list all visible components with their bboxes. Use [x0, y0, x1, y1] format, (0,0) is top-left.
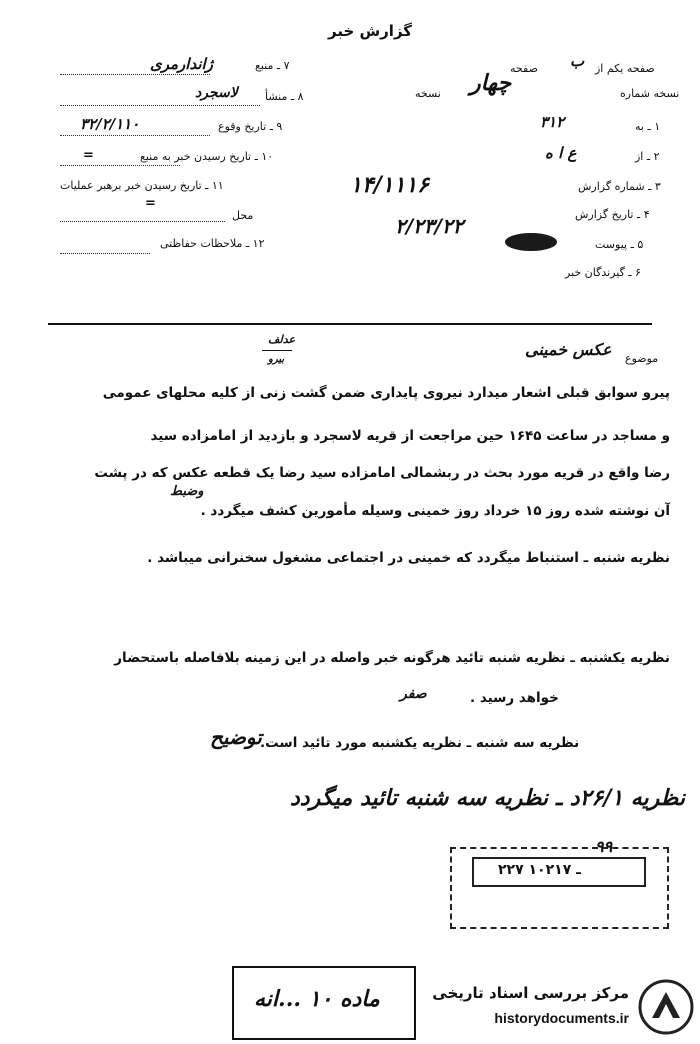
attachment-label: ۵ ـ پیوست: [595, 238, 644, 251]
page-value: ب: [570, 52, 585, 70]
event-date-value: ۳۲/۲/۱۱۰: [80, 115, 140, 133]
document-title: گزارش خبر: [327, 22, 413, 40]
body-insert: وضبط: [170, 484, 204, 499]
from-label: ۲ ـ از: [635, 150, 660, 163]
body-line: نظریه شنبه ـ استنباط میگردد که خمینی در اجتماعی مشغول سخنرانی میباشد .: [147, 550, 670, 566]
archive-box: [232, 966, 416, 1040]
opinion-line: نظریه سه شنبه ـ نظریه یکشنبه مورد تائید است.: [260, 735, 580, 751]
stamp-corner-mark: ۹۹: [595, 837, 613, 856]
dotted-line: [60, 73, 210, 75]
body-line: پیرو سوابق قبلی اشعار میدارد نیروی پایداری ضمن گشت زنی از کلیه محلهای عمومی: [102, 385, 670, 401]
from-value: ع ا ه: [545, 144, 577, 162]
report-date-label: ۴ ـ تاریخ گزارش: [575, 208, 650, 221]
subject-value: عکس خمینی: [525, 340, 612, 359]
marginal-rule: [262, 350, 292, 351]
recipients-label: ۶ ـ گیرندگان خبر: [565, 266, 641, 279]
header-divider: [48, 323, 652, 325]
body-line: آن نوشته شده روز ۱۵ خرداد روز خمینی وسیله مأمورین کشف میگردد .: [200, 503, 670, 519]
dotted-line: [60, 164, 180, 166]
report-number-value: ۱۴/۱۱۱۶: [350, 172, 429, 198]
stamp-number-box: [472, 857, 646, 887]
marginal-note-top: عدلف: [268, 333, 296, 346]
copy-label: نسخه شماره: [620, 87, 680, 100]
archive-logo-icon: [637, 978, 695, 1036]
handwritten-signature: توضیح: [210, 725, 262, 749]
copy-suffix: نسخه: [415, 87, 441, 100]
brand-url: historydocuments.ir: [494, 1010, 629, 1026]
report-date-value: ۲/۲۳/۲۲: [395, 214, 464, 238]
source-arrival-value: =: [83, 148, 94, 163]
stamp-number: ۲۲۷ ـ ۱۰۲۱۷: [498, 862, 581, 878]
leader-arrival-label: ۱۱ ـ تاریخ رسیدن خبر برهبر عملیات: [60, 179, 224, 192]
leader-arrival-value: =: [145, 196, 156, 211]
source-arrival-label: ۱۰ ـ تاریخ رسیدن خبر به منبع: [140, 150, 274, 163]
handwritten-signature: صفر: [400, 686, 427, 702]
page-label: صفحه یکم از: [595, 62, 655, 75]
handwritten-note: نظریه ۲۶/۱د ـ نظریه سه شنبه تائید میگردد: [290, 785, 685, 811]
event-date-label: ۹ ـ تاریخ وقوع: [218, 120, 283, 133]
origin-value: لاسجرد: [195, 85, 238, 101]
location-label: محل: [232, 209, 254, 222]
brand-name: مرکز بررسی اسناد تاریخی: [432, 984, 629, 1002]
dotted-line: [60, 104, 260, 106]
watermark-logo: [405, 978, 695, 1038]
security-notes-label: ۱۲ ـ ملاحظات حفاظتی: [160, 237, 265, 250]
origin-label: ۸ ـ منشأ: [265, 90, 304, 103]
ink-blot: [505, 233, 557, 251]
to-value: ۳۱۲: [540, 113, 565, 131]
dotted-line: [60, 252, 150, 254]
copy-value: چهار: [470, 70, 512, 96]
opinion-line: خواهد رسید .: [470, 690, 559, 706]
subject-label: موضوع: [625, 352, 659, 365]
report-number-label: ۳ ـ شماره گزارش: [578, 180, 661, 193]
body-line: و مساجد در ساعت ۱۶۴۵ حین مراجعت از قریه لاسجرد و بازدید از امامزاده سید: [150, 428, 670, 444]
dotted-line: [60, 220, 225, 222]
archive-box-text: ماده ۱۰ ...انه: [254, 986, 380, 1012]
source-value: ژاندارمری: [150, 55, 213, 73]
body-line: رضا واقع در قریه مورد بحث در ربشمالی امامزاده سید رضا یک قطعه عکس که در پشت: [94, 465, 670, 481]
to-label: ۱ ـ به: [635, 120, 661, 133]
dotted-line: [60, 134, 210, 136]
archive-stamp: [450, 847, 669, 929]
page-suffix: صفحه: [510, 62, 538, 75]
source-label: ۷ ـ منبع: [255, 59, 290, 72]
marginal-note-bottom: بیرو: [268, 354, 285, 365]
opinion-line: نظریه یکشنبه ـ نظریه شنبه تائید هرگونه خبر واصله در این زمینه بلافاصله باستحضار: [114, 650, 670, 666]
